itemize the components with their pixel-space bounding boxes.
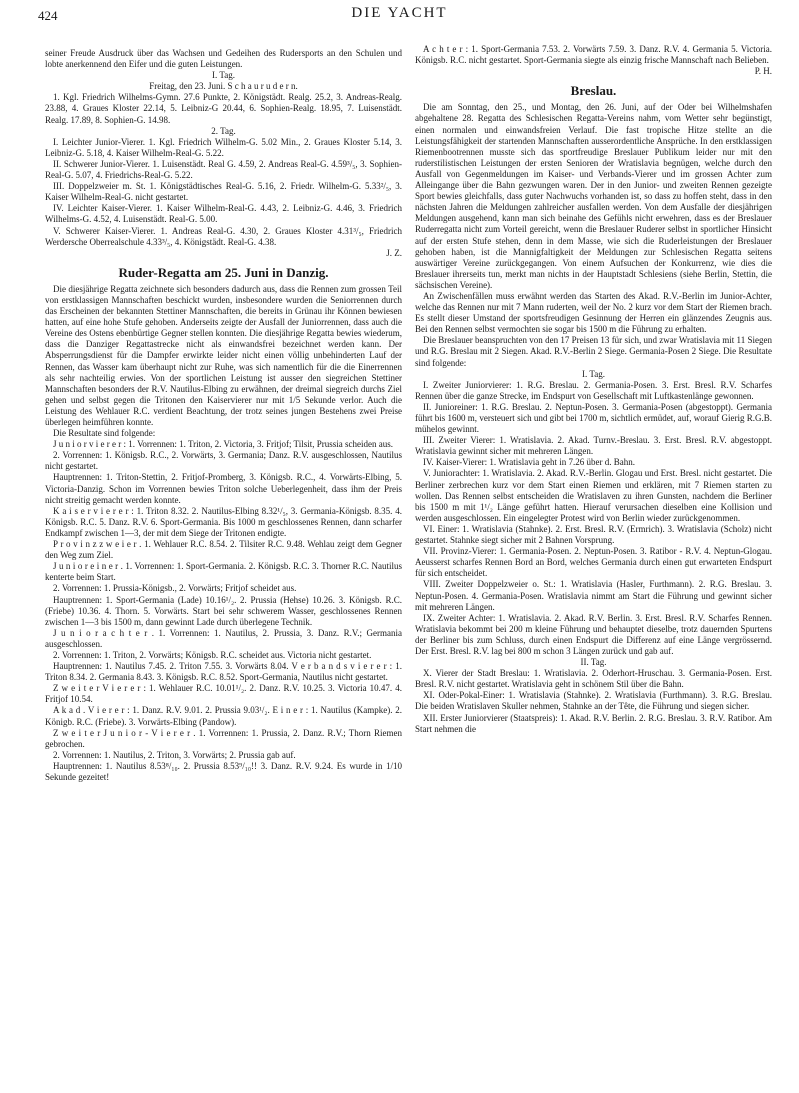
paragraph: Die am Sonntag, den 25., und Montag, den 26. Juni, auf der Oder bei Wilhelmshafen abgehaltene 28. Regatta des Schlesischen Regatta-Vereins nahm, vom Wetter sehr begünstigt, einen normalen und einwandsfreien Verlauf. Die fast tropische Hitze stellte an die Leistungsfähigkeit der startenden Mannschaften ausserordentliche Ansprüche. In den erstklassigen Riemenbootrennen musste sich das sportfreudige Breslauer Publikum leider nur mit den ruderstilistischen Leistungen der ersten Senioren der Wratislavia begnügen, welche durch den Ausfall von Gegenmeldungen im Kaiser- und Verbands-Vierer und im grossen Achter zum Alleingange über die Bahn gezwungen waren. Der in den Junior- und zweiten Rennen gezeigte Sport bewies gleichfalls, dass guter Nachwuchs vorhanden ist, so dass zu hoffen steht, dass in den nächsten Jahren die Meldungen zahlreicher ausfallen werden. Von dem Ausfalle der diesjährigen Meldungen ausgehend, kann man sich beinahe des Gefühls nicht erwehren, dass es der Breslauer Ruderregatta nicht zum Vorteil gereicht, wenn die Breslauer Ruderer selbst in sportlicher Hinsicht auf der ersten Stufe stehen, denn in dem Masse, wie sich die Ruderleistungen der Breslauer gehoben haben, ist die Mannigfaltigkeit der Meldungen zur Schlesischen Regatta seitens auswärtiger Vereine zurückgegangen. Von einem Aufsuchen der Konkurrenz, wie dies die Breslauer ihrerseits tun, merkt man nichts in der Hauptstadt Schlesiens (siehe Berlin, Stettin, die sächsischen Vereine). — [415, 102, 772, 290]
paragraph: IV. Leichter Kaiser-Vierer. 1. Kaiser Wilhelm-Real-G. 4.43, 2. Leibniz-G. 4.46, 3. Friedrich Wilhelms-G. 4.52, 4. Luisenstädt. Real-G. 5.00. — [45, 203, 402, 225]
paragraph: Die Resultate sind folgende: — [53, 428, 156, 439]
paragraph: V. Juniorachter: 1. Wratislavia. 2. Akad. R.V.-Berlin. Glogau und Erst. Bresl. nicht gestartet. Die Berliner zerbrechen kurz vor dem Start einen Riemen und erklären, mit 7 Riemen starten zu wollen. Das Rennen selbst entscheiden die Wratislaven zu ihren Gunsten, nachdem die Berliner bis 1500 m mit 1¹/₂ Länge geführt hatten. Hierauf verursachen dieselben eine Kollision und werden ausgeschlossen. Ein eingelegter Protest wird von Berlin wieder zurückgenommen. — [415, 468, 772, 523]
paragraph: 2. Vorrennen: 1. Nautilus, 2. Triton, 3. Vorwärts; 2. Prussia gab auf. — [53, 749, 296, 760]
paragraph: Die diesjährige Regatta zeichnete sich besonders dadurch aus, dass die Rennen zum grossen Teil von erstklassigen Mannschaften beschickt wurden, insbesondere wurden die Seniorrennen durch das Erscheinen der bekannten Stettiner Mannschaften, die bereits in Grünau ihr Können bewiesen hatten, auf eine hohe Stufe gehoben. Anderseits zeigte der Ausfall der Juniorrennen, dass auch die Vereine des Ostens ebenbürtige Gegner stellen konnten. Die diesjährige Regatta bewies wiederum, dass die Danziger Regattastrecke nicht als einwandsfrei bezeichnet werden kann. Der Absperrungsdienst für die Dampfer erwirkte leider nicht einen völlig unbehinderten Lauf der Rennen, das Wasser kam überhaupt nicht zur Ruhe, was sich namentlich für die die Einerrennen als sehr nachteilig erwies. Von der sportlichen Leistung ist ausser den siegreichen Stettiner Mannschaften besonders der R.V. Nautilus-Elbing zu erwähnen, der dreimal siegreich durchs Ziel gehen und selbst gegen die Tritonen den Kaiservierer nur mit 1/5 Sekunde verlor. Auch die Leistung des Wehlauer R.C. verdient Beachtung, der trotz seines jungen Bestehens zwei Preise überlegen heimführen konnte. — [45, 283, 402, 427]
paragraph: An Zwischenfällen muss erwähnt werden das Starten des Akad. R.V.-Berlin im Junior-Achter, welche das Rennen nur mit 7 Mann ruderten, weil der No. 2 kurz vor dem Start der Riemen brach. Es stellt dieser Umstand der sportsfreudigen Gesinnung der Herren ein glänzendes Zeugnis aus. Bei den Rennen selbst vermochten sie sogar bis 1500 m die Führung zu erhalten. — [415, 290, 772, 335]
running-title: DIE YACHT — [351, 5, 448, 21]
paragraph: J u n i o r e i n e r . 1. Vorrennen: 1. Sport-Germania. 2. Königsb. R.C. 3. Thorner R.C. Nautilus kenterte beim Start. — [45, 561, 402, 583]
paragraph: Hauptrennen: 1. Nautilus 7.45. 2. Triton 7.55. 3. Vorwärts 8.04. V e r b a n d s v i e r e r : 1. Triton 8.34. 2. Germania 8.43. 3. Königsb. R.C. 8.52. Sport-Germania, Nautilus nicht gestartet. — [45, 661, 402, 683]
paragraph: A k a d . V i e r e r : 1. Danz. R.V. 9.01. 2. Prussia 9.03¹/₂. E i n e r : 1. Nautilus (Kampke). 2. Königb. R.C. (Friebe). 3. Vorwärts-Elbing (Pandow). — [45, 705, 402, 727]
article-heading: Ruder-Regatta am 25. Juni in Danzig. — [118, 264, 329, 280]
paragraph: I. Leichter Junior-Vierer. 1. Kgl. Friedrich Wilhelm-G. 5.02 Min., 2. Graues Kloster 5.14, 3. Leibniz-G. 5.18, 4. Kaiser Wilhelm-Real-G. 5.22. — [45, 136, 402, 158]
paragraph: A c h t e r : 1. Sport-Germania 7.53. 2. Vorwärts 7.59. 3. Danz. R.V. 4. Germania 5. Victoria. Königsb. R.C. nicht gestartet. Sport-Germania siegte als einzig frische Mannschaft nach Belieben. — [415, 44, 772, 66]
paragraph: Z w e i t e r V i e r e r : 1. Wehlauer R.C. 10.01¹/₂. 2. Danz. R.V. 10.25. 3. Victoria 10.47. 4. Fritjof 10.54. — [45, 683, 402, 705]
subheading: Freitag, den 23. Juni. S c h a u r u d e r n. — [149, 81, 298, 92]
paragraph: P r o v i n z z w e i e r . 1. Wehlauer R.C. 8.54. 2. Tilsiter R.C. 9.48. Wehlau zeigt dem Gegner den Weg zum Ziel. — [45, 539, 402, 561]
paragraph: Hauptrennen: 1. Sport-Germania (Lade) 10.16¹/₂. 2. Prussia (Hehse) 10.26. 3. Königsb. R.C. (Friebe) 10.36. 4. Thorn. 5. Vorwärts. Start bei sehr schwerem Wasser, geschlossenes Rennen zwischen 1—3 bis 1500 m, dann gewinnt Lade durch überlegene Technik. — [45, 594, 402, 627]
paragraph: K a i s e r v i e r e r : 1. Triton 8.32. 2. Nautilus-Elbing 8.32¹/₅, 3. Germania-Königsb. 8.35. 4. Königsb. R.C. 5. Danz. R.V. 6. Sport-Germania. Bis 1000 m geschlossenes Rennen, dann scharfer Endkampf zwischen 1—3, der mit dem Siege der Tritonen endigte. — [45, 505, 402, 538]
paragraph: 2. Vorrennen: 1. Königsb. R.C., 2. Vorwärts, 3. Germania; Danz. R.V. ausgeschlossen, Nautilus nicht gestartet. — [45, 450, 402, 472]
article-heading: Breslau. — [570, 83, 617, 99]
paragraph: Z w e i t e r J u n i o r - V i e r e r . 1. Vorrennen: 1. Prussia, 2. Danz. R.V.; Thorn Riemen gebrochen. — [45, 727, 402, 749]
paragraph: VI. Einer: 1. Wratislavia (Stahnke). 2. Erst. Bresl. R.V. (Ermrich). 3. Wratislavia (Scholz) nicht gestartet. Stahnke siegt sicher mit 2 Bahnen Vorsprung. — [415, 523, 772, 546]
paragraph: V. Schwerer Kaiser-Vierer. 1. Andreas Real-G. 4.30, 2. Graues Kloster 4.31³/₅, Friedrich Werdersche Oberrealschule 4.33³/₅, 4. Königstädt. Real-G. 4.38. — [45, 225, 402, 247]
paragraph: XI. Oder-Pokal-Einer: 1. Wratislavia (Stahnke). 2. Wratislavia (Furthmann). 3. R.G. Breslau. Die beiden Wratislaven Skuller nehmen, Stahnke an der Tête, die Führung und siegen sicher. — [415, 690, 772, 712]
paragraph: seiner Freude Ausdruck über das Wachsen und Gedeihen des Rudersports an den Schulen und lobte anerkennend den Eifer und die guten Leistungen. — [45, 48, 402, 70]
paragraph: 2. Vorrennen: 1. Triton, 2. Vorwärts; Königsb. R.C. scheidet aus. Victoria nicht gestartet. — [53, 649, 372, 660]
paragraph: III. Doppelzweier m. St. 1. Königstädtisches Real-G. 5.16, 2. Friedr. Wilhelm-G. 5.33²/₅, 3. Kaiser Wilhelm-Real-G. nicht gestartet. — [45, 181, 402, 203]
left-column — [45, 48, 402, 783]
paragraph: Hauptrennen: 1. Triton-Stettin, 2. Fritjof-Promberg, 3. Königsb. R.C., 4. Vorwärts-Elbing, 5. Victoria-Danzig. Schon im Vorrennen bewies Triton solche Ueberlegenheit, dass ihm der Preis nicht streitig gemacht werden konnte. — [45, 472, 402, 505]
paragraph: II. Schwerer Junior-Vierer. 1. Luisenstädt. Real G. 4.59, 2. Andreas Real-G. 4.59³/₅, 3. Sophien-Real-G. 5.07, 4. Friedrichs-Real-G. 5.22. — [45, 158, 402, 181]
day-heading: I. Tag. — [212, 70, 235, 81]
paragraph: VII. Provinz-Vierer: 1. Germania-Posen. 2. Neptun-Posen. 3. Ratibor - R.V. 4. Neptun-Glogau. Aeusserst scharfes Rennen Bord an Bord, welches Germania durch einen gut erwarteten Endspurt für sich entscheidet. — [415, 546, 772, 579]
paragraph: 2. Vorrennen: 1. Prussia-Königsb., 2. Vorwärts; Fritjof scheidet aus. — [53, 583, 297, 594]
signature: P. H. — [754, 66, 772, 77]
paragraph: J u n i o r a c h t e r . 1. Vorrennen: 1. Nautilus, 2. Prussia, 3. Danz. R.V.; Germania ausgeschlossen. — [45, 627, 402, 649]
day-heading: 2. Tag. — [211, 125, 236, 136]
day-heading: I. Tag. — [582, 368, 605, 379]
paragraph: XII. Erster Juniorvierer (Staatspreis): 1. Akad. R.V. Berlin. 2. R.G. Breslau. 3. R.V. Ratibor. Am Start nehmen die — [415, 712, 772, 734]
paragraph: Hauptrennen: 1. Nautilus 8.53⁸/₁₀. 2. Prussia 8.53⁹/₁₀!! 3. Danz. R.V. 9.24. Es wurde in 1/10 Sekunde gezeitet! — [45, 760, 402, 782]
paragraph: IV. Kaiser-Vierer: 1. Wratislavia geht in 7.26 über d. Bahn. — [423, 457, 636, 468]
paragraph: 1. Kgl. Friedrich Wilhelms-Gymn. 27.6 Punkte, 2. Königstädt. Realg. 25.2, 3. Andreas-Realg. 23.88, 4. Graues Kloster 22.14, 5. Leibniz-G 20.44, 6. Sophien-Realg. 18.95, 7. Luisenstädt. Realg. 17.89, 8. Sophien-G. 14.98. — [45, 92, 402, 125]
paragraph: I. Zweiter Juniorvierer: 1. R.G. Breslau. 2. Germania-Posen. 3. Erst. Bresl. R.V. Scharfes Rennen über die ganze Strecke, im Endspurt von Gesellschaft mit Luftkastenlänge gewonnen. — [415, 379, 772, 401]
day-heading: II. Tag. — [580, 657, 607, 668]
paragraph: Die Breslauer beanspruchten von den 17 Preisen 13 für sich, und zwar Wratislavia mit 11 Siegen und R.G. Breslau mit 2 Siegen. Akad. R.V.-Berlin 2 Siege. Germania-Posen 2 Siege. Die Resultate sind folgende: — [415, 335, 772, 368]
signature: J. Z. — [386, 247, 402, 258]
paragraph: J u n i o r v i e r e r : 1. Vorrennen: 1. Triton, 2. Victoria, 3. Fritjof; Tilsit, Prussia scheiden aus. — [53, 439, 393, 450]
paragraph: IX. Zweiter Achter: 1. Wratislavia. 2. Akad. R.V. Berlin. 3. Erst. Bresl. R.V. Scharfes Rennen. Wratislavia bekommt bei 200 m kleine Führung und behauptet dieselbe, trotz dauernden Spurtens der Berliner bis zum Schluss, durch einen Endspurt die Differenz auf eine Länge vergrössernd. Der Erst. Bresl. R.V. lag bei 800 m schon 3 Längen zurück und gab auf. — [415, 612, 772, 656]
paragraph: II. Junioreiner: 1. R.G. Breslau. 2. Neptun-Posen. 3. Germania-Posen (abgestoppt). Germania führt bis 1600 m, versteuert sich und gibt bei 1700 m, sichtlich ermüdet, auf, worauf Gierig R.G.B. mühelos gewinnt. — [415, 401, 772, 435]
right-column — [415, 44, 772, 735]
page-number: 424 — [38, 8, 58, 23]
paragraph: III. Zweiter Vierer: 1. Wratislavia. 2. Akad. Turnv.-Breslau. 3. Erst. Bresl. R.V. abgestoppt. Wratislavia gewinnt sicher mit mehreren Längen. — [415, 435, 772, 457]
paragraph: VIII. Zweiter Doppelzweier o. St.: 1. Wratislavia (Hasler, Furthmann). 2. R.G. Breslau. 3. Neptun-Posen. 4. Germania-Posen. Wratislavia nimmt am Start die Führung und gewinnt sicher mit mehreren Längen. — [415, 579, 772, 612]
paragraph: X. Vierer der Stadt Breslau: 1. Wratislavia. 2. Oderhort-Hruschau. 3. Germania-Posen. Erst. Bresl. R.V. nicht gestartet. Wratislavia geht in schönem Stil über die Bahn. — [415, 668, 772, 690]
